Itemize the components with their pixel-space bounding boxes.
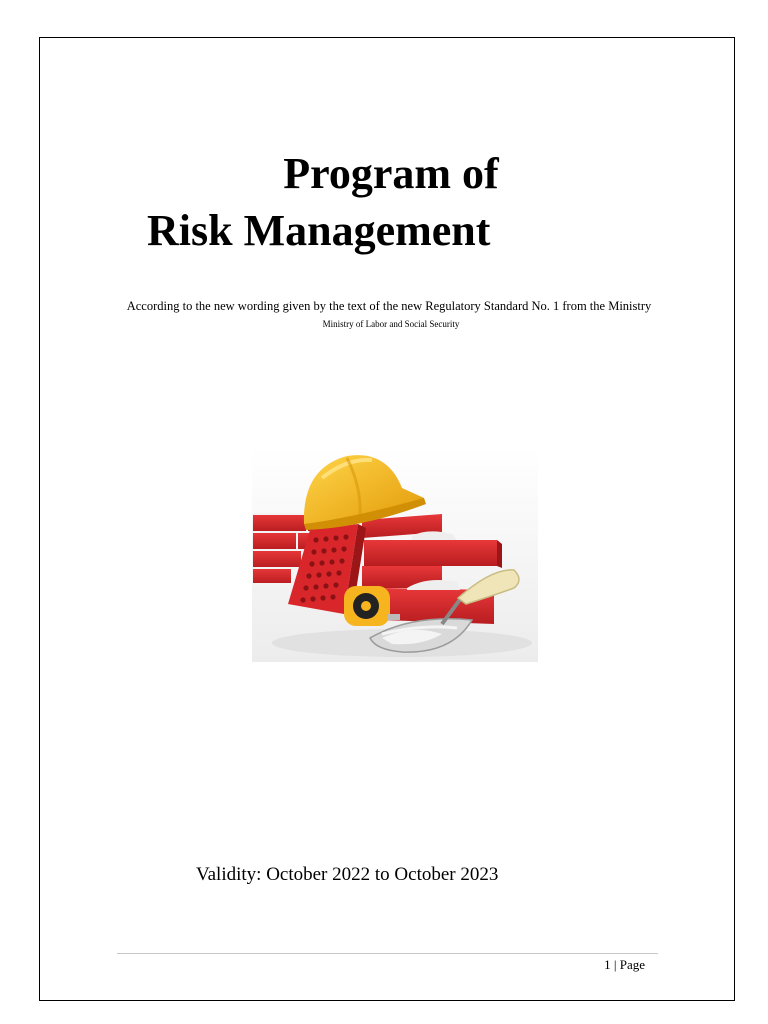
footer-divider	[117, 953, 658, 954]
document-title-line-1: Program of	[283, 149, 499, 198]
document-subtitle-line-1: According to the new wording given by the text of the new Regulatory Standard No. 1 from the Ministry	[126, 299, 652, 313]
validity-period: Validity: October 2022 to October 2023	[196, 864, 499, 885]
page-number: 1 | Page	[604, 957, 645, 972]
document-title-line-2: Risk Management	[147, 206, 491, 255]
construction-illustration	[252, 448, 538, 662]
document-subtitle-line-2: Ministry of Labor and Social Security	[322, 319, 460, 329]
